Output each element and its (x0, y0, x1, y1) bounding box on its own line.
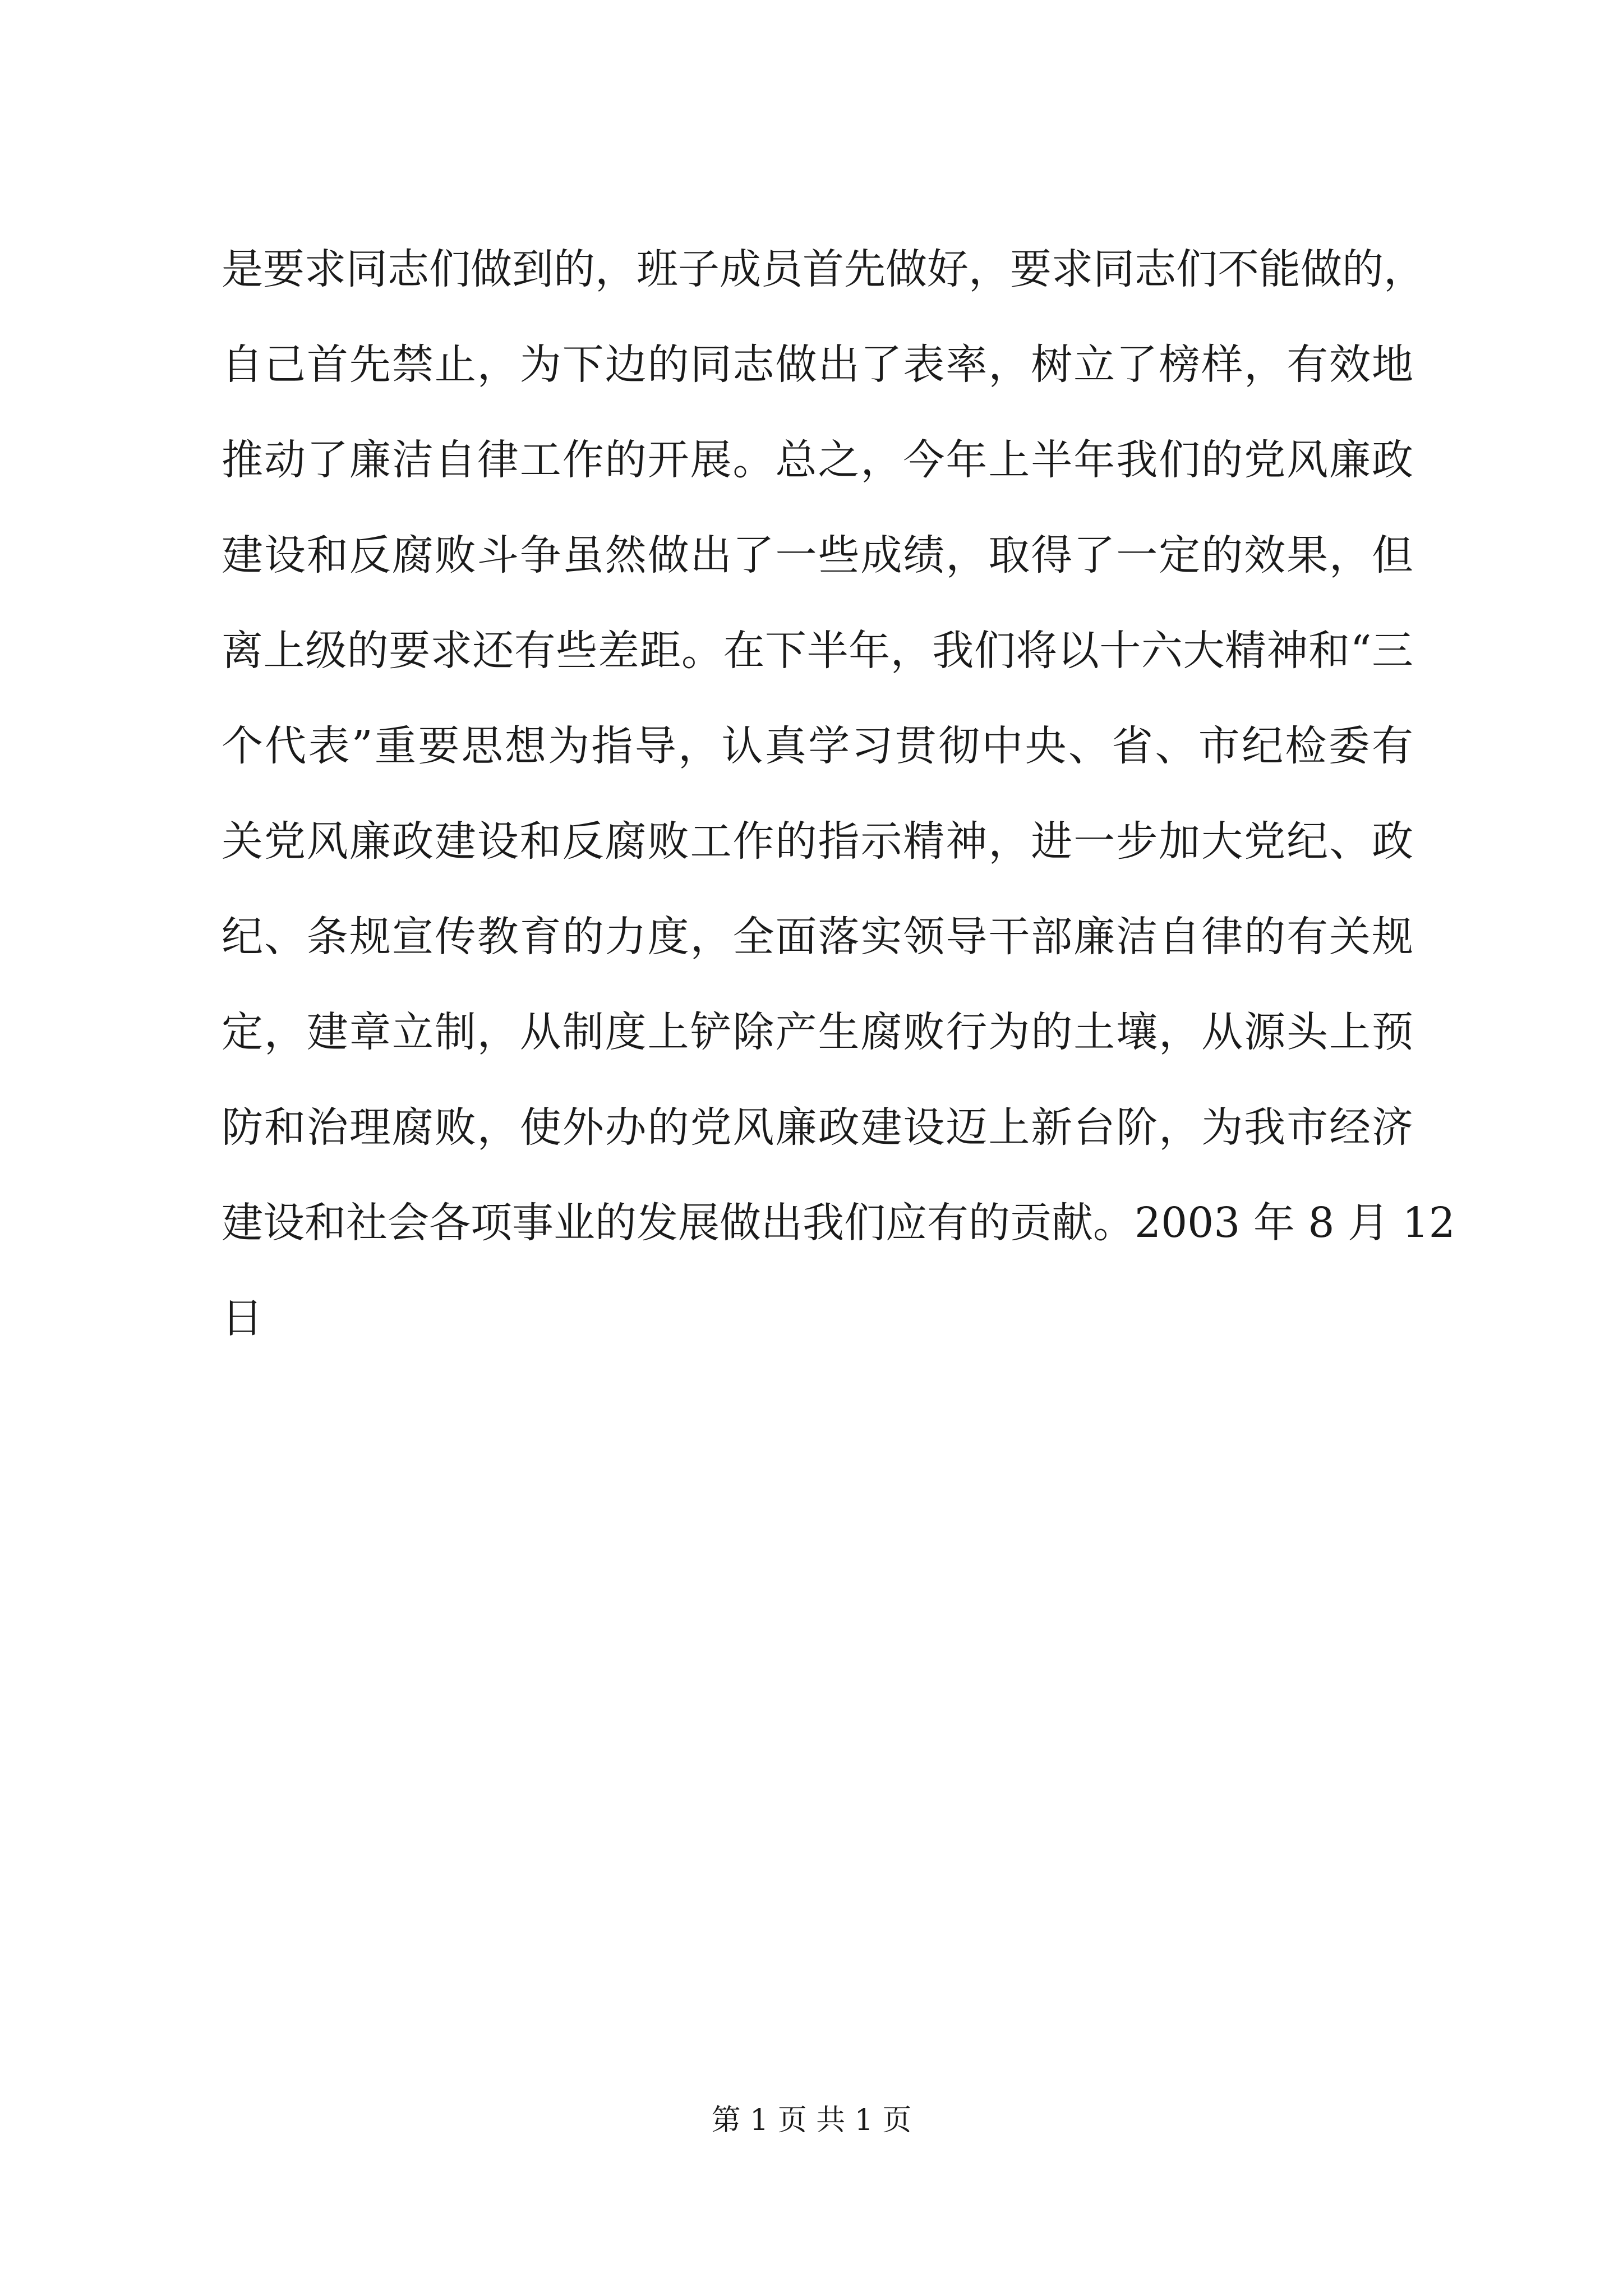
text-line: 推动了廉洁自律工作的开展。总之，今年上半年我们的党风廉政 (222, 436, 1413, 484)
text-line: 纪、条规宣传教育的力度，全面落实领导干部廉洁自律的有关规 (222, 913, 1413, 961)
text-line: 离上级的要求还有些差距。在下半年，我们将以十六大精神和“三 (222, 627, 1413, 675)
text-line: 防和治理腐败，使外办的党风廉政建设迈上新台阶，为我市经济 (222, 1103, 1413, 1152)
text-line: 自己首先禁止，为下边的同志做出了表率，树立了榜样，有效地 (222, 341, 1413, 389)
text-line: 定，建章立制，从制度上铲除产生腐败行为的土壤，从源头上预 (222, 1008, 1413, 1056)
text-line: 日 (222, 1294, 263, 1342)
text-line: 个代表”重要思想为指导，认真学习贯彻中央、省、市纪检委有 (222, 722, 1413, 770)
page-number-label: 第 1 页 共 1 页 (711, 2104, 912, 2137)
text-line: 建设和反腐败斗争虽然做出了一些成绩，取得了一定的效果，但 (222, 531, 1413, 579)
page-footer (0, 2098, 1623, 2143)
text-line: 建设和社会各项事业的发展做出我们应有的贡献。2003 年 8 月 12 (222, 1199, 1455, 1247)
text-line: 关党风廉政建设和反腐败工作的指示精神，进一步加大党纪、政 (222, 817, 1413, 866)
body-paragraph (222, 222, 1455, 1366)
text-line: 是要求同志们做到的，班子成员首先做好，要求同志们不能做的， (222, 245, 1425, 293)
